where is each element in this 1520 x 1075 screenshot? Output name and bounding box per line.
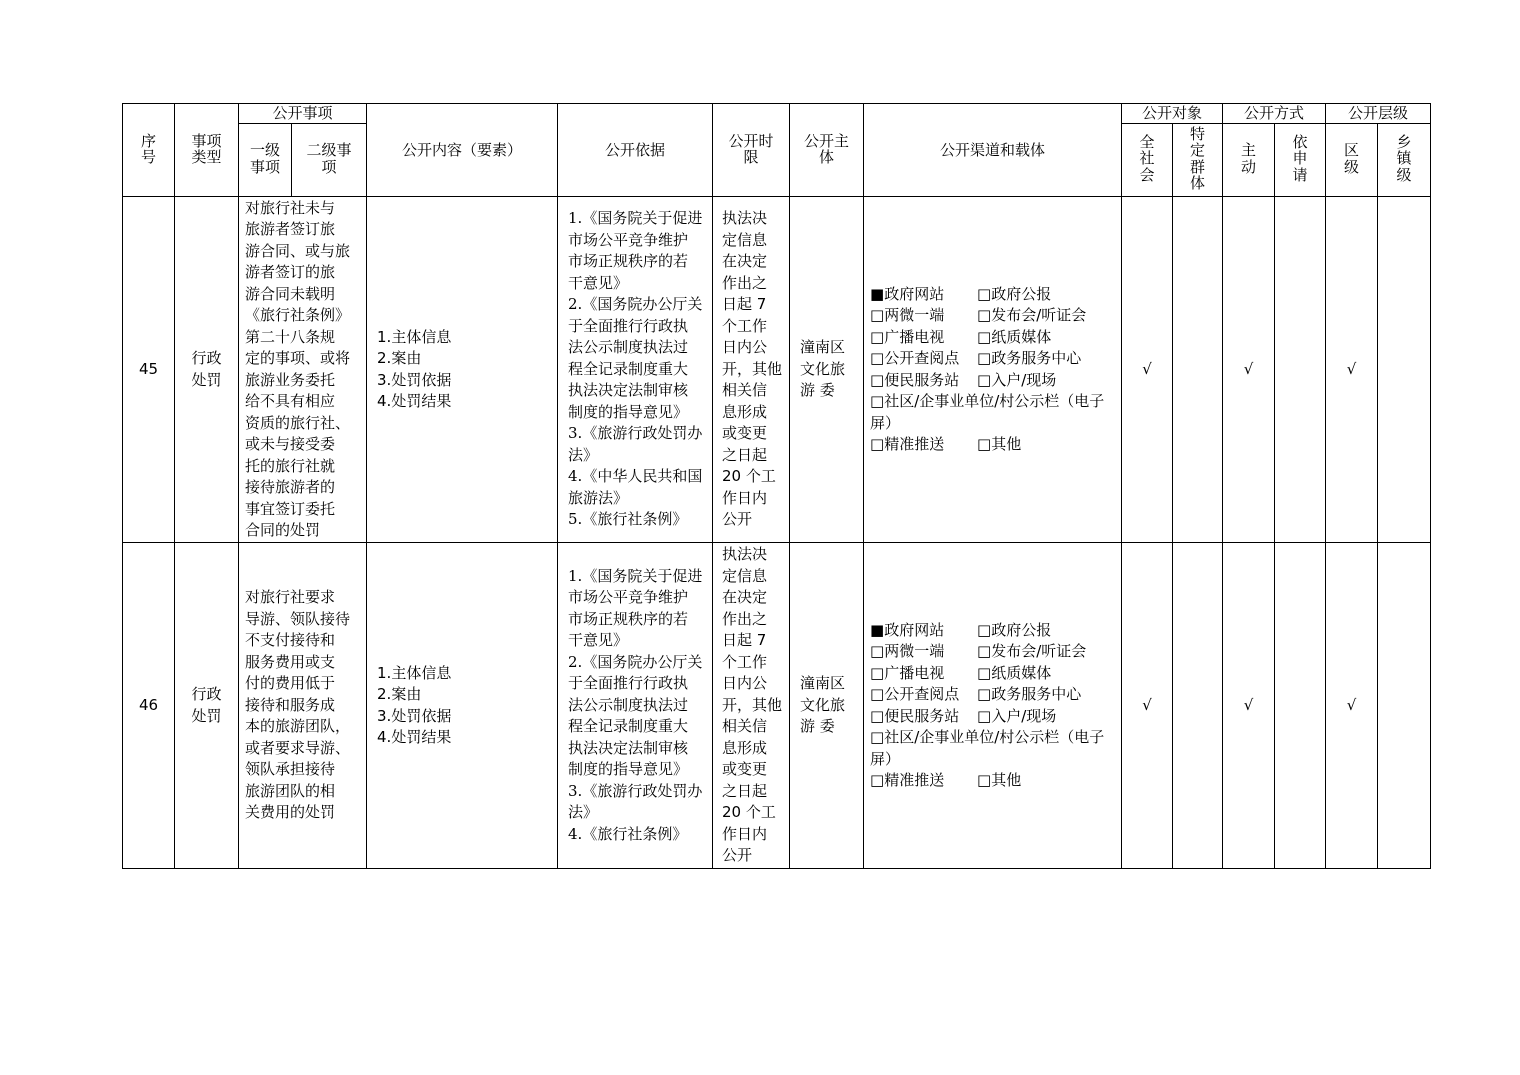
row-basis: 1.《国务院关于促进 市场公平竞争维护 市场正规秩序的若 干意见》 2.《国务院办公厅关 于全面推行行政执 法公示制度执法过 程全记录制度重大 执法决定法制审核 制度的指导意见》 3.《旅游行政处罚办 法》 4.《旅行社条例》 [558, 543, 713, 869]
check-method-request [1275, 197, 1326, 543]
row-deadline: 执法决 定信息 在决定 作出之 日起 7 个工作 日内公 开，其他 相关信 息形成 或变更 之日起 20 个工 作日内 公开 [713, 197, 790, 543]
channel-option: □发布会/听证会 [977, 306, 1087, 324]
table-row [123, 197, 1431, 543]
channel-option: □纸质媒体 [977, 327, 1052, 346]
channel-option: □入户/现场 [977, 706, 1057, 725]
check-level-district: √ [1326, 197, 1378, 543]
row-subject: 潼南区 文化旅 游 委 [790, 543, 864, 869]
row-subject: 潼南区 文化旅 游 委 [790, 197, 864, 543]
row-deadline: 执法决 定信息 在决定 作出之 日起 7 个工作 日内公 开，其他 相关信 息形成 或变更 之日起 20 个工 作日内 公开 [713, 543, 790, 869]
table-row [123, 543, 1431, 869]
header-row-1 [123, 104, 1431, 124]
header-level1: 一级事项 [239, 124, 292, 197]
row-content: 1.主体信息 2.案由 3.处罚依据 4.处罚结果 [367, 543, 558, 869]
check-target-all: √ [1122, 197, 1173, 543]
channel-option: □政务服务中心 [977, 349, 1082, 367]
channel-option: □政务服务中心 [977, 685, 1082, 703]
channel-option: □便民服务站 [870, 706, 960, 725]
header-method-active: 主动 [1223, 124, 1275, 197]
channel-option: ■政府网站 [870, 284, 945, 303]
channel-option: □广播电视 [870, 327, 945, 346]
row-item-level1: 对旅行社要求 导游、领队接待 不支付接待和 服务费用或支 付的费用低于 接待和服务成 本的旅游团队， 或者要求导游、 领队承担接待 旅游团队的相 关费用的处罚 [239, 543, 367, 869]
header-method-group: 公开方式 [1223, 104, 1326, 124]
check-target-specific [1173, 543, 1223, 869]
row-item-level1: 对旅行社未与 旅游者签订旅 游合同、或与旅 游者签订的旅 游合同未载明 《旅行社条例》 第二十八条规 定的事项、或将 旅游业务委托 给不具有相应 资质的旅行社、 或未与接受委 托的旅行社就 接待旅游者的 事宜签订委托 合同的处罚 [239, 197, 367, 543]
channel-option: □其他 [977, 771, 1022, 789]
channel-option: □公开查阅点 [870, 349, 960, 367]
header-seq: 序号 [123, 104, 175, 197]
check-level-district: √ [1326, 543, 1378, 869]
header-content: 公开内容（要素） [367, 104, 558, 197]
check-level-town [1378, 197, 1431, 543]
row-content: 1.主体信息 2.案由 3.处罚依据 4.处罚结果 [367, 197, 558, 543]
row-channels [864, 543, 1122, 869]
channel-option: □社区/企事业单位/村公示栏（电子屏） [870, 728, 1105, 768]
row-seq: 46 [123, 543, 175, 869]
check-level-town [1378, 543, 1431, 869]
check-target-specific [1173, 197, 1223, 543]
header-deadline: 公开时限 [713, 104, 790, 197]
header-type: 事项类型 [175, 104, 239, 197]
channel-option: ■政府网站 [870, 620, 945, 639]
header-level-town: 乡镇级 [1378, 124, 1431, 197]
header-target-specific: 特定群体 [1173, 124, 1223, 197]
channel-option: □纸质媒体 [977, 663, 1052, 682]
header-level-district: 区级 [1326, 124, 1378, 197]
header-method-request: 依申请 [1275, 124, 1326, 197]
header-level-group: 公开层级 [1326, 104, 1431, 124]
channel-option: □公开查阅点 [870, 685, 960, 703]
channel-option: □社区/企事业单位/村公示栏（电子屏） [870, 392, 1105, 432]
row-seq: 45 [123, 197, 175, 543]
header-target-all: 全社会 [1122, 124, 1173, 197]
row-type: 行政 处罚 [175, 197, 239, 543]
check-method-active: √ [1223, 543, 1275, 869]
check-method-active: √ [1223, 197, 1275, 543]
row-basis: 1.《国务院关于促进 市场公平竞争维护 市场正规秩序的若 干意见》 2.《国务院办公厅关 于全面推行行政执 法公示制度执法过 程全记录制度重大 执法决定法制审核 制度的指导意见》 3.《旅游行政处罚办 法》 4.《中华人民共和国 旅游法》 5.《旅行社条例》 [558, 197, 713, 543]
header-subject: 公开主体 [790, 104, 864, 197]
header-basis: 公开依据 [558, 104, 713, 197]
check-method-request [1275, 543, 1326, 869]
header-target-group: 公开对象 [1122, 104, 1223, 124]
disclosure-table [122, 103, 1431, 869]
channel-option: □广播电视 [870, 663, 945, 682]
channel-option: □入户/现场 [977, 370, 1057, 389]
channel-option: □其他 [977, 435, 1022, 453]
channel-option: □两微一端 [870, 306, 945, 324]
header-public-items: 公开事项 [239, 104, 367, 124]
channel-option: □精准推送 [870, 435, 945, 453]
channel-option: □政府公报 [977, 284, 1052, 303]
check-target-all: √ [1122, 543, 1173, 869]
row-channels [864, 197, 1122, 543]
channel-option: □发布会/听证会 [977, 642, 1087, 660]
channel-option: □政府公报 [977, 620, 1052, 639]
channel-option: □便民服务站 [870, 370, 960, 389]
header-channel: 公开渠道和载体 [864, 104, 1122, 197]
channel-option: □精准推送 [870, 771, 945, 789]
channel-option: □两微一端 [870, 642, 945, 660]
header-level2: 二级事项 [292, 124, 367, 197]
row-type: 行政 处罚 [175, 543, 239, 869]
